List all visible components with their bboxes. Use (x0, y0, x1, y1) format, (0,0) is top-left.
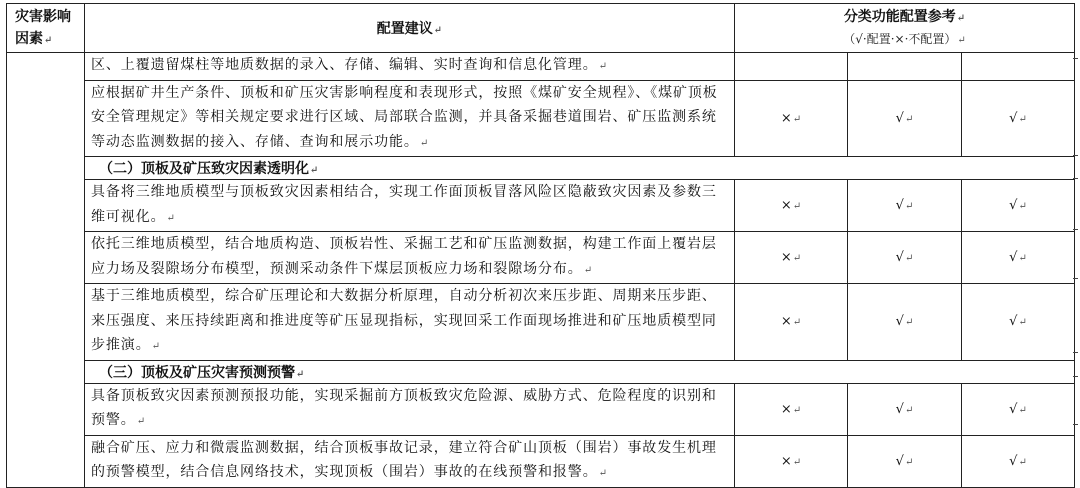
config-mark-cell: √↵ (962, 435, 1075, 487)
config-mark-cell: ×↵ (735, 180, 848, 232)
table-row (7, 383, 1075, 435)
header-impact-factor: 灾害影响因素↵ (7, 4, 85, 53)
header-classification-reference: 分类功能配置参考↵ （√·配置·×·不配置）↵ (735, 4, 1075, 53)
table-row (7, 435, 1075, 487)
config-mark-cell (735, 53, 848, 81)
config-mark-cell (848, 53, 962, 81)
section-row (7, 157, 1075, 180)
header-row (7, 4, 1075, 53)
config-mark-cell: √↵ (962, 284, 1075, 361)
config-mark-cell: √↵ (848, 232, 962, 284)
margin-tick (1073, 58, 1078, 59)
config-mark-cell: √↵ (848, 435, 962, 487)
table-row (7, 80, 1075, 157)
config-mark-cell: ×↵ (735, 435, 848, 487)
margin-tick (1073, 424, 1078, 425)
config-suggestion-cell: 融合矿压、应力和微震监测数据，结合顶板事故记录，建立符合矿山顶板（围岩）事故发生机理的预警模型，结合信息网络技术，实现顶板（围岩）事故的在线预警和报警。↵ (85, 435, 735, 487)
config-mark-cell: √↵ (962, 80, 1075, 157)
header-legend: （√·配置·×·不配置）↵ (843, 32, 966, 46)
margin-tick (1073, 278, 1078, 279)
config-mark-cell: √↵ (962, 383, 1075, 435)
impact-factor-cell (7, 53, 85, 488)
config-mark-cell: ×↵ (735, 284, 848, 361)
config-suggestion-cell: 应根据矿井生产条件、顶板和矿压灾害影响程度和表现形式，按照《煤矿安全规程》、《煤矿顶板安全管理规定》等相关规定要求进行区域、局部联合监测，并具备采掘巷道围岩、矿压监测系统等动态监测数据的接入、存储、查询和展示功能。↵ (85, 80, 735, 157)
config-suggestion-cell: 基于三维地质模型，综合矿压理论和大数据分析原理，自动分析初次来压步距、周期来压步距、来压强度、来压持续距离和推进度等矿压显现指标，实现回采工作面现场推进和矿压地质模型同步推演。↵ (85, 284, 735, 361)
config-table (6, 3, 1075, 488)
table-row (7, 284, 1075, 361)
config-mark-cell: ×↵ (735, 232, 848, 284)
table-row (7, 232, 1075, 284)
config-mark-cell: √↵ (848, 180, 962, 232)
config-mark-cell: √↵ (848, 80, 962, 157)
config-mark-cell: ×↵ (735, 80, 848, 157)
margin-tick (1073, 229, 1078, 230)
section-heading: （三）顶板及矿压灾害预测预警↵ (85, 360, 1075, 383)
margin-tick (1073, 376, 1078, 377)
table-row (7, 180, 1075, 232)
config-mark-cell: ×↵ (735, 383, 848, 435)
margin-tick (1073, 352, 1078, 353)
config-suggestion-cell: 具备顶板致灾因素预测预报功能，实现采掘前方顶板致灾危险源、威胁方式、危险程度的识别和预警。↵ (85, 383, 735, 435)
margin-tick (1073, 178, 1078, 179)
header-config-suggestion: 配置建议↵ (85, 4, 735, 53)
config-suggestion-cell: 区、上覆遗留煤柱等地质数据的录入、存储、编辑、实时查询和信息化管理。↵ (85, 53, 735, 81)
config-mark-cell (962, 53, 1075, 81)
margin-tick (1073, 155, 1078, 156)
section-heading: （二）顶板及矿压致灾因素透明化↵ (85, 157, 1075, 180)
section-row (7, 360, 1075, 383)
config-suggestion-cell: 依托三维地质模型，结合地质构造、顶板岩性、采掘工艺和矿压监测数据，构建工作面上覆岩层应力场及裂隙场分布模型，预测采动条件下煤层顶板应力场和裂隙场分布。↵ (85, 232, 735, 284)
table-row (7, 53, 1075, 81)
config-mark-cell: √↵ (962, 232, 1075, 284)
config-mark-cell: √↵ (848, 383, 962, 435)
config-mark-cell: √↵ (848, 284, 962, 361)
config-suggestion-cell: 具备将三维地质模型与顶板致灾因素相结合，实现工作面顶板冒落风险区隐蔽致灾因素及参数三维可视化。↵ (85, 180, 735, 232)
config-mark-cell: √↵ (962, 180, 1075, 232)
